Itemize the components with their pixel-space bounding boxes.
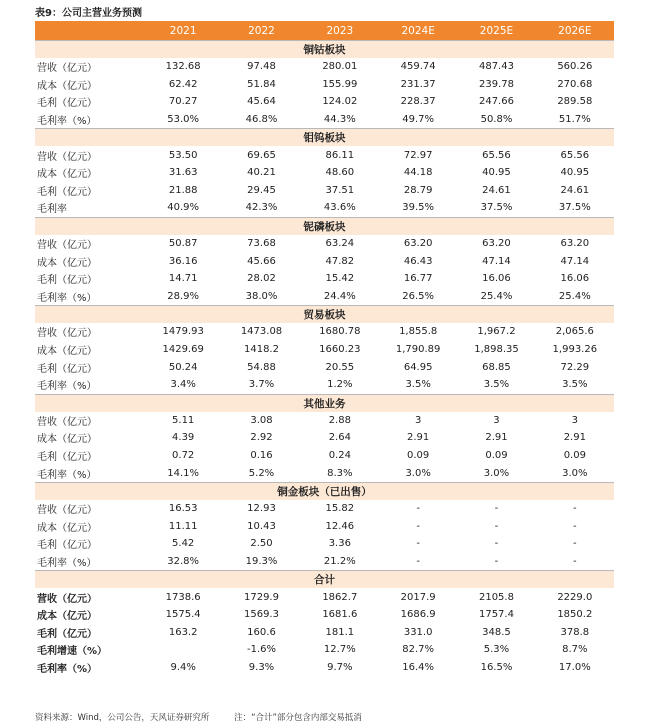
row-label: 成本（亿元）: [37, 257, 97, 269]
table-cell: 289.58: [557, 96, 593, 108]
table-cell: 9.4%: [170, 661, 196, 673]
table-cell: 1738.6: [165, 591, 201, 603]
business-forecast-table: [35, 21, 614, 676]
table-cell: 228.37: [400, 96, 436, 108]
table-cell: 124.02: [322, 96, 358, 108]
table-cell: 97.48: [247, 61, 276, 73]
section-header-row: [35, 217, 614, 235]
table-cell: 51.7%: [558, 114, 591, 126]
table-cell: 0.09: [485, 449, 508, 461]
table-cell: 32.8%: [167, 555, 200, 567]
table-cell: 1862.7: [322, 591, 358, 603]
table-cell: 28.9%: [167, 290, 200, 302]
table-cell: 1575.4: [165, 609, 201, 621]
table-cell: 40.9%: [167, 202, 200, 214]
table-cell: 16.4%: [402, 661, 435, 673]
row-label: 成本（亿元）: [37, 522, 97, 534]
table-cell: 1,855.8: [399, 326, 438, 338]
row-label: 成本（亿元）: [37, 169, 97, 181]
table-cell: 231.37: [400, 78, 436, 90]
table-cell: 280.01: [322, 61, 358, 73]
row-label: 毛利（亿元）: [37, 275, 97, 287]
table-cell: 51.84: [247, 78, 276, 90]
table-cell: 5.42: [172, 538, 195, 550]
table-cell: 1686.9: [400, 609, 436, 621]
table-cell: 40.95: [482, 167, 511, 179]
table-cell: 44.18: [403, 167, 433, 179]
table-cell: 16.06: [482, 273, 511, 285]
table-cell: 2017.9: [400, 591, 436, 603]
table-cell: 73.68: [247, 238, 276, 250]
table-cell: 239.78: [478, 78, 514, 90]
table-cell: 1,993.26: [552, 344, 598, 356]
table-cell: 28.79: [403, 184, 433, 196]
table-cell: 3.0%: [405, 467, 431, 479]
table-cell: 270.68: [557, 78, 593, 90]
table-cell: 15.82: [325, 503, 355, 515]
table-cell: 181.1: [325, 626, 355, 638]
table-row: [35, 623, 614, 641]
table-cell: 37.5%: [558, 202, 591, 214]
row-label: 营收（亿元）: [37, 63, 97, 75]
table-cell: 2.91: [485, 432, 508, 444]
table-cell: 24.61: [560, 184, 590, 196]
table-row: [35, 358, 614, 376]
table-cell: 487.43: [478, 61, 514, 73]
row-label: 营收（亿元）: [37, 328, 97, 340]
section-title: 合计: [35, 571, 614, 589]
section-header-row: [35, 41, 614, 59]
table-cell: 1660.23: [319, 344, 361, 356]
section-title: 铜金板块（已出售）: [35, 482, 614, 500]
table-row: [35, 252, 614, 270]
table-cell: 25.4%: [480, 290, 513, 302]
row-label: 毛利率（%）: [37, 469, 97, 481]
footer-source: 资料来源：Wind，公司公告，天风证券研究所: [35, 713, 210, 723]
table-cell: 1,967.2: [477, 326, 516, 338]
table-cell: 1569.3: [243, 609, 279, 621]
row-label: 营收（亿元）: [37, 151, 97, 163]
table-cell: 14.71: [168, 273, 198, 285]
table-cell: 3.08: [250, 414, 273, 426]
header-cell: 2021: [144, 21, 222, 41]
table-cell: -: [573, 538, 577, 550]
table-title: 表9：公司主营业务预测: [35, 8, 142, 19]
table-cell: 160.6: [247, 626, 276, 638]
table-row: [35, 323, 614, 341]
header-cell: 2026E: [536, 21, 614, 41]
section-header-row: [35, 571, 614, 589]
table-cell: 4.39: [172, 432, 195, 444]
table-cell: 0.09: [407, 449, 430, 461]
table-row: [35, 659, 614, 677]
table-cell: 3.0%: [562, 467, 588, 479]
table-cell: 1479.93: [162, 326, 204, 338]
table-cell: 12.93: [247, 503, 276, 515]
table-cell: 64.95: [403, 361, 433, 373]
table-cell: 0.09: [563, 449, 586, 461]
section-title: 铜钴板块: [35, 41, 614, 59]
table-row: [35, 553, 614, 571]
row-label: 营收（亿元）: [37, 240, 97, 252]
section-title: 铌磷板块: [35, 217, 614, 235]
table-cell: 72.97: [403, 149, 433, 161]
table-cell: 10.43: [247, 520, 276, 532]
table-cell: 65.56: [560, 149, 590, 161]
table-cell: 45.64: [247, 96, 276, 108]
table-row: [35, 376, 614, 394]
table-cell: 3.5%: [562, 379, 588, 391]
forecast-table-container: [35, 21, 614, 676]
table-cell: 1757.4: [478, 609, 514, 621]
table-row: [35, 606, 614, 624]
table-row: [35, 270, 614, 288]
table-row: [35, 500, 614, 518]
section-title: 其他业务: [35, 394, 614, 412]
table-cell: 50.87: [168, 238, 198, 250]
table-row: [35, 517, 614, 535]
table-cell: 1681.6: [322, 609, 358, 621]
table-cell: 14.1%: [167, 467, 200, 479]
table-cell: 2.91: [563, 432, 586, 444]
table-row: [35, 164, 614, 182]
row-label: 毛利（亿元）: [37, 540, 97, 552]
row-label: 成本（亿元）: [37, 346, 97, 358]
table-row: [35, 535, 614, 553]
table-cell: -: [416, 520, 420, 532]
table-cell: 47.82: [325, 255, 355, 267]
header-cell: 2024E: [379, 21, 457, 41]
row-label: 毛利率（%）: [37, 381, 97, 393]
table-cell: 1,898.35: [474, 344, 519, 356]
table-cell: 16.5%: [480, 661, 513, 673]
table-cell: 65.56: [482, 149, 511, 161]
table-cell: 48.60: [325, 167, 355, 179]
table-cell: 19.3%: [245, 555, 278, 567]
table-cell: 86.11: [325, 149, 355, 161]
table-cell: 2,065.6: [555, 326, 594, 338]
table-row: [35, 111, 614, 129]
table-cell: 63.20: [403, 238, 433, 250]
row-label: 毛利（亿元）: [37, 98, 97, 110]
table-cell: 24.4%: [323, 290, 356, 302]
table-cell: 16.77: [403, 273, 433, 285]
table-cell: 2.88: [328, 414, 351, 426]
table-cell: 24.61: [482, 184, 511, 196]
table-cell: 54.88: [247, 361, 276, 373]
table-cell: 3.0%: [483, 467, 510, 479]
table-cell: 3: [571, 414, 578, 426]
table-cell: 1429.69: [162, 344, 204, 356]
table-cell: 44.3%: [323, 114, 356, 126]
table-cell: 155.99: [322, 78, 358, 90]
row-label: 营收（亿元）: [37, 416, 97, 428]
table-cell: 31.63: [168, 167, 198, 179]
row-label: 营收（亿元）: [37, 593, 97, 605]
table-cell: 5.11: [172, 414, 195, 426]
section-header-row: [35, 482, 614, 500]
table-cell: 9.7%: [327, 661, 353, 673]
table-cell: 50.24: [168, 361, 198, 373]
table-cell: -: [573, 520, 577, 532]
row-label: 毛利率（%）: [37, 116, 97, 128]
table-cell: 45.66: [247, 255, 276, 267]
table-cell: 3: [493, 414, 500, 426]
table-cell: -1.6%: [246, 644, 276, 656]
table-cell: 72.29: [560, 361, 590, 373]
table-cell: 40.95: [560, 167, 590, 179]
table-cell: 21.88: [168, 184, 198, 196]
table-cell: 0.24: [328, 449, 351, 461]
table-cell: -: [573, 503, 577, 515]
table-row: [35, 199, 614, 217]
table-cell: 0.16: [250, 449, 273, 461]
table-cell: 63.24: [325, 238, 355, 250]
table-cell: 47.14: [482, 255, 511, 267]
table-cell: 3.4%: [170, 379, 196, 391]
table-cell: 9.3%: [248, 661, 275, 673]
row-label: 毛利率（%）: [37, 557, 97, 569]
table-cell: 5.3%: [483, 644, 510, 656]
table-cell: 42.3%: [245, 202, 278, 214]
row-label: 毛利（亿元）: [37, 628, 97, 640]
table-cell: -: [494, 555, 499, 567]
table-cell: 348.5: [482, 626, 511, 638]
table-cell: 3.7%: [248, 379, 275, 391]
table-row: [35, 146, 614, 164]
table-cell: -: [416, 503, 420, 515]
table-cell: 1418.2: [243, 344, 279, 356]
table-row: [35, 341, 614, 359]
table-cell: 3.5%: [405, 379, 431, 391]
table-cell: 53.0%: [167, 114, 200, 126]
table-cell: 62.42: [168, 78, 198, 90]
row-label: 毛利率（%）: [37, 292, 97, 304]
table-cell: 2.91: [407, 432, 430, 444]
table-cell: 1729.9: [243, 591, 279, 603]
section-header-row: [35, 394, 614, 412]
row-label: 毛利（亿元）: [37, 186, 97, 198]
header-row: [35, 21, 614, 41]
table-cell: 47.14: [560, 255, 590, 267]
row-label: 成本（亿元）: [37, 434, 97, 446]
table-cell: 12.7%: [323, 644, 356, 656]
table-row: [35, 235, 614, 253]
header-cell: 2022: [222, 21, 300, 41]
table-cell: 15.42: [325, 273, 355, 285]
table-cell: 0.72: [172, 449, 195, 461]
table-cell: 25.4%: [558, 290, 591, 302]
table-cell: 3: [414, 414, 422, 426]
footer-note: 注：“合计”部分包含内部交易抵消: [234, 713, 362, 723]
table-cell: -: [494, 503, 499, 515]
footer: [35, 711, 384, 723]
table-cell: 8.3%: [327, 467, 353, 479]
row-label: 毛利（亿元）: [37, 363, 97, 375]
table-cell: 3.36: [328, 538, 351, 550]
table-cell: 63.20: [560, 238, 590, 250]
row-label: 毛利率: [37, 204, 67, 216]
section-header-row: [35, 129, 614, 147]
table-cell: 560.26: [557, 61, 593, 73]
table-row: [35, 58, 614, 76]
table-row: [35, 182, 614, 200]
table-cell: 2105.8: [478, 591, 514, 603]
table-cell: 2229.0: [557, 591, 593, 603]
row-label: 毛利增速（%）: [37, 646, 108, 658]
row-label: 成本（亿元）: [37, 611, 97, 623]
table-cell: 5.2%: [248, 467, 275, 479]
table-cell: -: [494, 520, 499, 532]
table-cell: 46.8%: [245, 114, 278, 126]
section-title: 贸易板块: [35, 306, 614, 324]
table-cell: 69.65: [247, 149, 276, 161]
table-cell: 21.2%: [323, 555, 356, 567]
row-label: 毛利（亿元）: [37, 451, 97, 463]
table-row: [35, 429, 614, 447]
table-cell: 29.45: [247, 184, 276, 196]
table-cell: 1.2%: [327, 379, 353, 391]
table-cell: -: [416, 538, 420, 550]
table-cell: 247.66: [478, 96, 514, 108]
table-cell: 70.27: [168, 96, 198, 108]
table-row: [35, 93, 614, 111]
table-cell: 8.7%: [562, 644, 588, 656]
table-cell: 28.02: [247, 273, 276, 285]
table-cell: 1,790.89: [395, 344, 441, 356]
table-row: [35, 76, 614, 94]
table-cell: 39.5%: [402, 202, 435, 214]
row-label: 营收（亿元）: [37, 505, 97, 517]
section-header-row: [35, 306, 614, 324]
table-body: [35, 41, 614, 677]
table-cell: 2.64: [328, 432, 351, 444]
table-cell: 2.50: [250, 538, 273, 550]
table-cell: 82.7%: [402, 644, 435, 656]
table-row: [35, 412, 614, 430]
table-cell: 1680.78: [319, 326, 361, 338]
table-cell: 12.46: [325, 520, 355, 532]
header-cell: 2023: [301, 21, 379, 41]
table-cell: -: [416, 555, 420, 567]
table-cell: 459.74: [400, 61, 436, 73]
table-cell: 38.0%: [245, 290, 278, 302]
table-cell: 40.21: [247, 167, 276, 179]
table-row: [35, 447, 614, 465]
table-cell: 11.11: [168, 520, 198, 532]
table-cell: 26.5%: [402, 290, 435, 302]
table-cell: 37.51: [325, 184, 355, 196]
table-cell: 36.16: [168, 255, 198, 267]
header-cell: [35, 21, 144, 41]
table-cell: 37.5%: [480, 202, 513, 214]
table-cell: 163.2: [168, 626, 198, 638]
table-cell: 50.8%: [480, 114, 513, 126]
table-cell: 46.43: [403, 255, 433, 267]
header-cell: 2025E: [457, 21, 535, 41]
table-cell: 16.53: [168, 503, 198, 515]
row-label: 毛利率（%）: [37, 663, 98, 675]
section-title: 钼钨板块: [35, 129, 614, 147]
table-cell: [144, 641, 222, 659]
table-cell: 49.7%: [402, 114, 435, 126]
table-cell: 20.55: [325, 361, 355, 373]
table-cell: 17.0%: [558, 661, 591, 673]
table-row: [35, 588, 614, 606]
table-cell: -: [494, 538, 499, 550]
table-cell: -: [573, 555, 577, 567]
table-cell: 16.06: [560, 273, 590, 285]
table-cell: 331.0: [403, 626, 433, 638]
table-cell: 43.6%: [323, 202, 356, 214]
row-label: 成本（亿元）: [37, 80, 97, 92]
table-row: [35, 464, 614, 482]
table-row: [35, 641, 614, 659]
table-cell: 53.50: [168, 149, 198, 161]
table-cell: 3.5%: [483, 379, 510, 391]
table-cell: 1850.2: [557, 609, 593, 621]
table-cell: 378.8: [560, 626, 590, 638]
table-cell: 63.20: [482, 238, 511, 250]
table-cell: 68.85: [482, 361, 511, 373]
table-row: [35, 288, 614, 306]
table-cell: 1473.08: [240, 326, 283, 338]
table-cell: 132.68: [165, 61, 201, 73]
table-cell: 2.92: [250, 432, 273, 444]
